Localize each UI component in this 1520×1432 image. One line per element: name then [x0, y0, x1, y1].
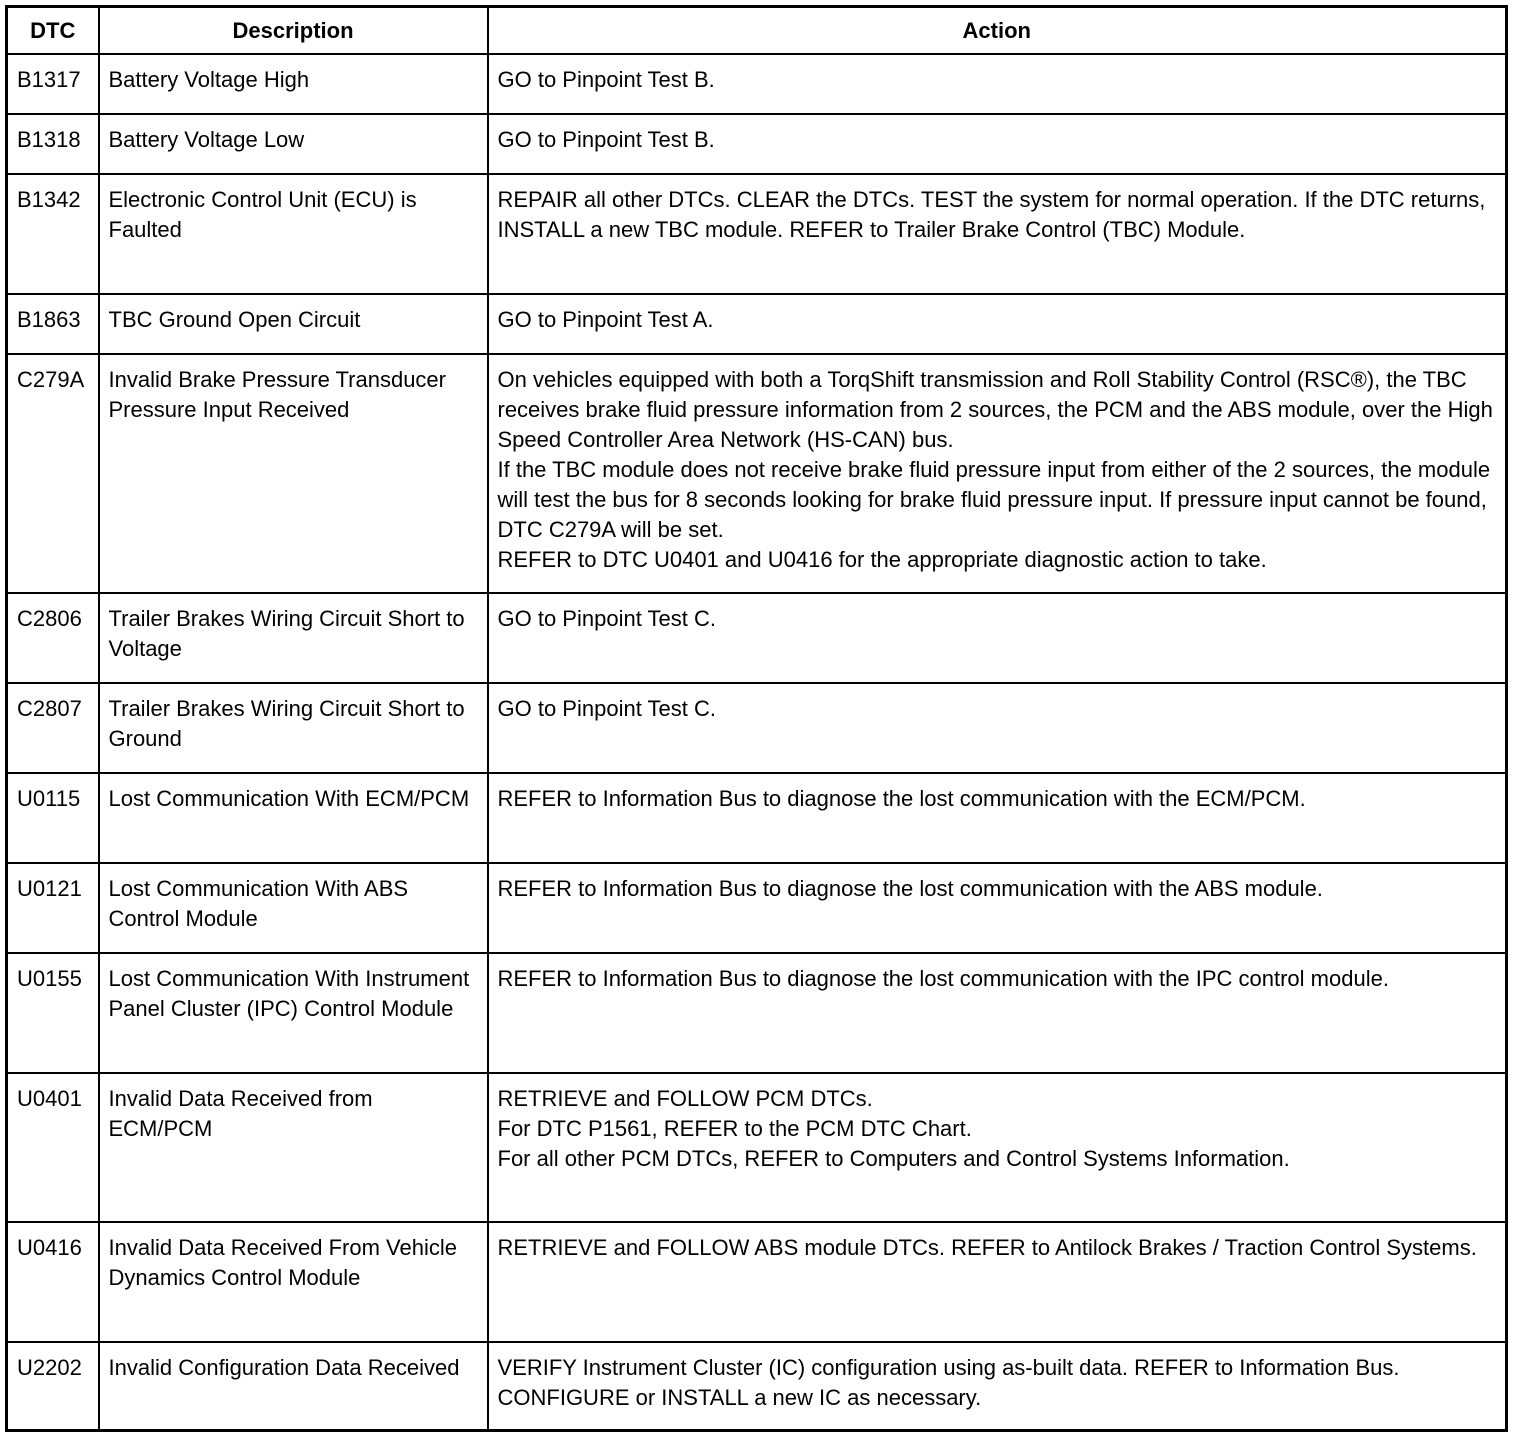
action-paragraph: REFER to Information Bus to diagnose the lost communication with the IPC control module.	[497, 966, 1389, 991]
dtc-action	[488, 1073, 1507, 1222]
dtc-code: U0401	[7, 1073, 99, 1222]
dtc-action	[488, 773, 1507, 863]
dtc-code: U0115	[7, 773, 99, 863]
dtc-description: Lost Communication With Instrument Panel Cluster (IPC) Control Module	[99, 953, 488, 1073]
dtc-action	[488, 354, 1507, 593]
action-paragraph: If the TBC module does not receive brake fluid pressure input from either of the 2 sources, the module will test the bus for 8 seconds looking for brake fluid pressure input. If pressure input cannot be found, DTC C279A will be set.	[497, 457, 1491, 542]
table-row	[7, 294, 1507, 354]
header-description: Description	[99, 7, 488, 55]
dtc-description: Battery Voltage Low	[99, 114, 488, 174]
dtc-code: U0416	[7, 1222, 99, 1342]
dtc-action	[488, 1222, 1507, 1342]
dtc-action	[488, 953, 1507, 1073]
action-paragraph: RETRIEVE and FOLLOW ABS module DTCs. REFER to Antilock Brakes / Traction Control Systems.	[497, 1235, 1477, 1260]
table-row	[7, 953, 1507, 1073]
dtc-description: Electronic Control Unit (ECU) is Faulted	[99, 174, 488, 294]
dtc-code: U0155	[7, 953, 99, 1073]
dtc-action	[488, 114, 1507, 174]
dtc-code: B1342	[7, 174, 99, 294]
action-paragraph: GO to Pinpoint Test B.	[497, 127, 715, 152]
dtc-code: C2807	[7, 683, 99, 773]
action-paragraph: On vehicles equipped with both a TorqShift transmission and Roll Stability Control (RSC®), the TBC receives brake fluid pressure information from 2 sources, the PCM and the ABS module, over the High Speed Controller Area Network (HS-CAN) bus.	[497, 367, 1493, 452]
dtc-table	[5, 5, 1508, 1432]
header-dtc: DTC	[7, 7, 99, 55]
action-paragraph: REFER to DTC U0401 and U0416 for the appropriate diagnostic action to take.	[497, 547, 1267, 572]
table-row	[7, 593, 1507, 683]
dtc-action	[488, 593, 1507, 683]
action-paragraph: REFER to Information Bus to diagnose the lost communication with the ECM/PCM.	[497, 786, 1306, 811]
table-row	[7, 683, 1507, 773]
dtc-description: Invalid Brake Pressure Transducer Pressure Input Received	[99, 354, 488, 593]
action-paragraph: GO to Pinpoint Test A.	[497, 307, 714, 332]
dtc-code: U0121	[7, 863, 99, 953]
dtc-action	[488, 683, 1507, 773]
dtc-action	[488, 54, 1507, 114]
action-paragraph: REFER to Information Bus to diagnose the lost communication with the ABS module.	[497, 876, 1323, 901]
table-row	[7, 354, 1507, 593]
dtc-action	[488, 174, 1507, 294]
header-row	[7, 7, 1507, 55]
action-paragraph: For DTC P1561, REFER to the PCM DTC Chart.	[497, 1116, 972, 1141]
table-row	[7, 174, 1507, 294]
action-paragraph: GO to Pinpoint Test B.	[497, 67, 715, 92]
dtc-code: C279A	[7, 354, 99, 593]
dtc-description: Lost Communication With ECM/PCM	[99, 773, 488, 863]
dtc-code: C2806	[7, 593, 99, 683]
dtc-action	[488, 863, 1507, 953]
dtc-code: B1317	[7, 54, 99, 114]
table-row	[7, 773, 1507, 863]
dtc-description: Invalid Data Received From Vehicle Dynamics Control Module	[99, 1222, 488, 1342]
table-row	[7, 114, 1507, 174]
action-paragraph: VERIFY Instrument Cluster (IC) configuration using as-built data. REFER to Information Bus. CONFIGURE or INSTALL a new IC as necessary.	[497, 1355, 1400, 1410]
action-paragraph: GO to Pinpoint Test C.	[497, 696, 716, 721]
dtc-description: Trailer Brakes Wiring Circuit Short to Ground	[99, 683, 488, 773]
table-row	[7, 1222, 1507, 1342]
dtc-action	[488, 294, 1507, 354]
header-action: Action	[488, 7, 1507, 55]
dtc-description: TBC Ground Open Circuit	[99, 294, 488, 354]
table-row	[7, 1073, 1507, 1222]
dtc-description: Invalid Configuration Data Received	[99, 1342, 488, 1431]
action-paragraph: RETRIEVE and FOLLOW PCM DTCs.	[497, 1086, 873, 1111]
dtc-code: B1318	[7, 114, 99, 174]
action-paragraph: GO to Pinpoint Test C.	[497, 606, 716, 631]
action-paragraph: For all other PCM DTCs, REFER to Computers and Control Systems Information.	[497, 1146, 1290, 1171]
dtc-description: Invalid Data Received from ECM/PCM	[99, 1073, 488, 1222]
dtc-description: Lost Communication With ABS Control Module	[99, 863, 488, 953]
table-row	[7, 863, 1507, 953]
dtc-code: B1863	[7, 294, 99, 354]
dtc-code: U2202	[7, 1342, 99, 1431]
dtc-description: Battery Voltage High	[99, 54, 488, 114]
action-paragraph: REPAIR all other DTCs. CLEAR the DTCs. TEST the system for normal operation. If the DTC returns, INSTALL a new TBC module. REFER to Trailer Brake Control (TBC) Module.	[497, 187, 1486, 242]
dtc-description: Trailer Brakes Wiring Circuit Short to Voltage	[99, 593, 488, 683]
table-row	[7, 1342, 1507, 1431]
table-row	[7, 54, 1507, 114]
dtc-action	[488, 1342, 1507, 1431]
